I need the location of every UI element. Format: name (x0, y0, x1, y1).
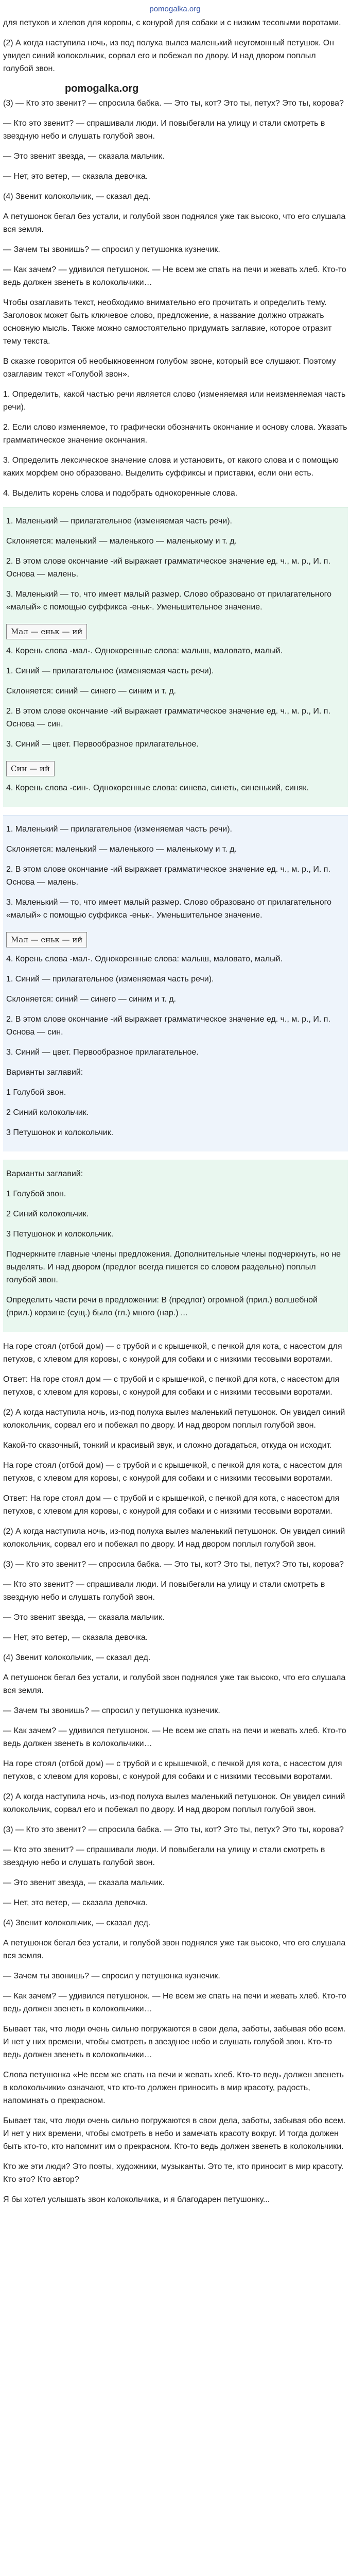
paragraph: 2. В этом слове окончание -ий выражает грамматическое значение ед. ч., м. р., И. п. Основа — син. (6, 1015, 330, 1037)
paragraph: Кто же эти люди? Это поэты, художники, музыканты. Это те, кто приносит в мир красоту. Кто это? Кто автор? (3, 2162, 344, 2184)
paragraph: — Зачем ты звонишь? — спросил у петушонка кузнечик. (3, 1972, 220, 1980)
paragraph: Бывает так, что люди очень сильно погружаются в свои дела, заботы, забывая обо всем. И нет у них времени, чтобы смотреть в звездное небо и слушать голубой звон. Кто-то ведь должен звенеть в колокольчики… (3, 2025, 346, 2059)
paragraph: 1. Синий — прилагательное (изменяемая часть речи). (6, 667, 214, 675)
paragraph: 3 Петушонок и колокольчик. (6, 1128, 114, 1137)
paragraph: — Зачем ты звонишь? — спросил у петушонка кузнечик. (3, 1706, 220, 1715)
paragraph: А петушонок бегал без устали, и голубой звон поднялся уже так высоко, что его слушала вся земля. (3, 1673, 346, 1695)
paragraph: — Как зачем? — удивился петушонок. — Не всем же спать на печи и жевать хлеб. Кто-то ведь должен звенеть в колокольчики… (3, 1992, 346, 2013)
paragraph: 2. Если слово изменяемое, то графически обозначить окончание и основу слова. Указать грамматическое значение окончания. (3, 423, 347, 445)
paragraph: 1. Маленький — прилагательное (изменяемая часть речи). (6, 517, 232, 526)
paragraph: 2. В этом слове окончание -ий выражает грамматическое значение ед. ч., м. р., И. п. Основа — малень. (6, 865, 330, 887)
paragraph: 1. Определить, какой частью речи является слово (изменяемая или неизменяемая часть речи). (3, 390, 346, 412)
paragraph: 4. Корень слова -мал-. Однокоренные слова: малыш, маловато, малый. (6, 955, 283, 963)
paragraph: — Нет, это ветер, — сказала девочка. (3, 172, 148, 181)
paragraph: На горе стоял (отбой дом) — с трубой и с крышечкой, с печкой для кота, с насестом для петухов, с хлевом для коровы, с конурой для собаки и с низкими тесовыми воротами. (3, 1759, 342, 1781)
paragraph: Какой-то сказочный, тонкий и красивый звук, и сложно догадаться, откуда он исходит. (3, 1441, 332, 1450)
paragraph: — Нет, это ветер, — сказала девочка. (3, 1899, 148, 1907)
paragraph: 4. Выделить корень слова и подобрать однокоренные слова. (3, 489, 238, 498)
paragraph: (3) — Кто это звенит? — спросила бабка. — Это ты, кот? Это ты, петух? Это ты, корова? (3, 1560, 344, 1569)
paragraph: (3) — Кто это звенит? — спросила бабка. — Это ты, кот? Это ты, петух? Это ты, корова? (3, 99, 344, 108)
paragraph: Бывает так, что люди очень сильно погружаются в свои дела, заботы, забывая обо всем. И нет у них времени, чтобы смотреть в небо и замечать красоту вокруг. И тогда должен быть кто-то, кто напомнит им о прекрасном. Кто-то ведь должен звенеть в колокольчики. (3, 2116, 346, 2151)
paragraph: 3. Маленький — то, что имеет малый размер. Слово образовано от прилагательного «малый» с помощью суффикса -еньк-. Уменьшительное значение. (6, 898, 332, 920)
paragraph: (2) А когда наступила ночь, из под полуха вылез маленький неугомонный петушок. Он увидел синий колокольчик, сорвал его и побежал по двору. И над двором поплыл голубой звон. (3, 39, 335, 73)
paragraph: 2. В этом слове окончание -ий выражает грамматическое значение ед. ч., м. р., И. п. Основа — малень. (6, 557, 330, 579)
paragraph: 3. Синий — цвет. Первообразное прилагательное. (6, 1048, 199, 1057)
paragraph: А петушонок бегал без устали, и голубой звон поднялся уже так высоко, что его слушала вся земля. (3, 1939, 346, 1960)
paragraph: 2 Синий колокольчик. (6, 1210, 89, 1218)
paragraph: (2) А когда наступила ночь, из-под полуха вылез маленький петушонок. Он увидел синий колокольчик, сорвал его и побежал по двору. И над двором поплыл голубой звон. (3, 1408, 345, 1430)
paragraph: Подчеркните главные члены предложения. Дополнительные члены подчеркнуть, но не выделять. И над двором (предлог всегда пишется со словом раздельно) поплыл голубой звон. (6, 1250, 341, 1284)
paragraph: Склоняется: синий — синего — синим и т. д. (6, 995, 176, 1004)
paragraph: Склоняется: маленький — маленького — маленькому и т. д. (6, 537, 237, 546)
paragraph: — Кто это звенит? — спрашивали люди. И повыбегали на улицу и стали смотреть в звездную небо и слушать голубой звон. (3, 119, 325, 141)
morph-analysis-block (3, 507, 348, 807)
paragraph: Склоняется: синий — синего — синим и т. д. (6, 687, 176, 696)
paragraph: Склоняется: маленький — маленького — маленькому и т. д. (6, 845, 237, 854)
paragraph: 1. Маленький — прилагательное (изменяемая часть речи). (6, 825, 232, 834)
paragraph: 1. Синий — прилагательное (изменяемая часть речи). (6, 975, 214, 984)
paragraph: 3. Определить лексическое значение слова и установить, от какого слова и с помощью каких морфем оно образовано. Выделить суффиксы и приставки, если они есть. (3, 456, 339, 478)
paragraph: (4) Звенит колокольчик, — сказал дед. (3, 1653, 151, 1662)
paragraph: Слова петушонка «Не всем же спать на печи и жевать хлеб. Кто-то ведь должен звенеть в колокольчики» означают, что кто-то должен приносить в мир красоту, радость, напоминать о прекрасном. (3, 2071, 344, 2105)
paragraph: 1 Голубой звон. (6, 1190, 66, 1198)
variants-block (3, 1160, 348, 1332)
paragraph: Варианты заглавий: (6, 1170, 83, 1178)
paragraph: — Это звенит звезда, — сказала мальчик. (3, 1878, 165, 1887)
watermark: pomogalka.org (65, 83, 139, 94)
paragraph: Варианты заглавий: (6, 1068, 83, 1077)
paragraph: На горе стоял (отбой дом) — с трубой и с крышечкой, с печкой для кота, с насестом для петухов, с хлевом для коровы, с конурой для собаки и с низкими тесовыми воротами. (3, 1342, 342, 1364)
paragraph: (2) А когда наступила ночь, из-под полуха вылез маленький петушонок. Он увидел синий колокольчик, сорвал его и побежал по двору. И над двором поплыл голубой звон. (3, 1792, 345, 1814)
paragraph: — Зачем ты звонишь? — спросил у петушонка кузнечик. (3, 245, 220, 254)
paragraph: На горе стоял (отбой дом) — с трубой и с крышечкой, с печкой для кота, с насестом для петухов, с хлевом для коровы, с конурой для собаки и с низкими тесовыми воротами. (3, 1461, 342, 1483)
paragraph: для петухов и хлевов для коровы, с конурой для собаки и с низким тесовыми воротами. (3, 19, 341, 27)
paragraph: 2 Синий колокольчик. (6, 1108, 89, 1117)
paragraph: (2) А когда наступила ночь, из-под полуха вылез маленький петушонок. Он увидел синий колокольчик, сорвал его и побежал по двору. И над двором поплыл голубой звон. (3, 1527, 345, 1549)
paragraph: 3 Петушонок и колокольчик. (6, 1230, 114, 1239)
paragraph: В сказке говорится об необыкновенном голубом звоне, который все слушают. Поэтому озаглавим текст «Голубой звон». (3, 357, 336, 379)
paragraph: Чтобы озаглавить текст, необходимо внимательно его прочитать и определить тему. Заголовок может быть ключевое слово, предложение, а название должно отражать основную мысль. Также можно самостоятельно придумать заглавие, которое отразит тему текста. (3, 298, 332, 346)
paragraph: (3) — Кто это звенит? — спросила бабка. — Это ты, кот? Это ты, петух? Это ты, корова? (3, 1825, 344, 1834)
paragraph: Ответ: На горе стоял дом — с трубой и с крышечкой, с печкой для кота, с насестом для петухов, с хлевом для коровы, с конурой для собаки и с низкими тесовыми воротами. (3, 1375, 340, 1397)
paragraph: Определить части речи в предложении: В (предлог) огромной (прил.) волшебной (прил.) корзине (сущ.) было (гл.) много (нар.) ... (6, 1296, 318, 1317)
morph-analysis-block (3, 815, 348, 1151)
morpheme-formula: Мал — еньк — ий (6, 932, 87, 947)
paragraph: — Это звенит звезда, — сказала мальчик. (3, 1613, 165, 1622)
paragraph: 3. Маленький — то, что имеет малый размер. Слово образовано от прилагательного «малый» с помощью суффикса -еньк-. Уменьшительное значение. (6, 590, 332, 612)
paragraph: — Кто это звенит? — спрашивали люди. И повыбегали на улицу и стали смотреть в звездную небо и слушать голубой звон. (3, 1845, 325, 1867)
paragraph: (4) Звенит колокольчик, — сказал дед. (3, 192, 151, 201)
paragraph: — Это звенит звезда, — сказала мальчик. (3, 152, 165, 161)
paragraph: — Как зачем? — удивился петушонок. — Не всем же спать на печи и жевать хлеб. Кто-то ведь должен звенеть в колокольчики… (3, 265, 346, 287)
morpheme-formula: Син — ий (6, 761, 55, 776)
article-body (0, 16, 350, 2206)
paragraph: 4. Корень слова -мал-. Однокоренные слова: малыш, маловато, малый. (6, 647, 283, 655)
paragraph: (4) Звенит колокольчик, — сказал дед. (3, 1919, 151, 1927)
paragraph: — Нет, это ветер, — сказала девочка. (3, 1633, 148, 1642)
paragraph: А петушонок бегал без устали, и голубой звон поднялся уже так высоко, что его слушала вся земля. (3, 212, 346, 234)
site-link[interactable]: pomogalka.org (149, 5, 201, 13)
morpheme-formula: Мал — еньк — ий (6, 624, 87, 639)
paragraph: 3. Синий — цвет. Первообразное прилагательное. (6, 740, 199, 749)
paragraph: — Кто это звенит? — спрашивали люди. И повыбегали на улицу и стали смотреть в звездную небо и слушать голубой звон. (3, 1580, 325, 1602)
paragraph: Я бы хотел услышать звон колокольчика, и я благодарен петушонку... (3, 2195, 270, 2204)
paragraph: — Как зачем? — удивился петушонок. — Не всем же спать на печи и жевать хлеб. Кто-то ведь должен звенеть в колокольчики… (3, 1726, 346, 1748)
paragraph: 1 Голубой звон. (6, 1088, 66, 1097)
paragraph: 4. Корень слова -син-. Однокоренные слова: синева, синеть, синенький, синяк. (6, 784, 309, 792)
paragraph: Ответ: На горе стоял дом — с трубой и с крышечкой, с печкой для кота, с насестом для петухов, с хлевом для коровы, с конурой для собаки и с низкими тесовыми воротами. (3, 1494, 340, 1516)
paragraph: 2. В этом слове окончание -ий выражает грамматическое значение ед. ч., м. р., И. п. Основа — син. (6, 707, 330, 728)
